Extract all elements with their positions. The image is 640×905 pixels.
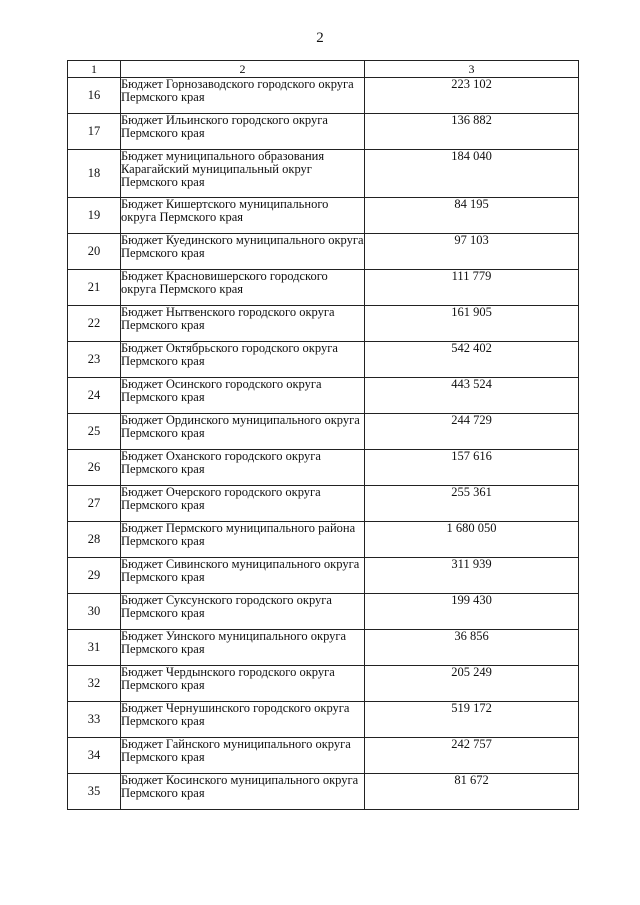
table-row: [68, 78, 579, 114]
budget-name: Бюджет Оханского городского округа Пермского края: [121, 450, 365, 486]
row-number: 18: [68, 150, 121, 198]
budget-name: Бюджет Красновишерского городского округа Пермского края: [121, 270, 365, 306]
page-number: 2: [316, 30, 324, 46]
budget-amount: 443 524: [365, 378, 579, 414]
budget-name: Бюджет Косинского муниципального округа Пермского края: [121, 774, 365, 810]
table-row: [68, 306, 579, 342]
budget-amount: 81 672: [365, 774, 579, 810]
budget-name: Бюджет Кишертского муниципального округа Пермского края: [121, 198, 365, 234]
table-row: [68, 198, 579, 234]
budget-name: Бюджет Уинского муниципального округа Пермского края: [121, 630, 365, 666]
table-header-row: [68, 61, 579, 78]
row-number: 28: [68, 522, 121, 558]
table-row: [68, 558, 579, 594]
table-row: [68, 342, 579, 378]
budget-amount: 242 757: [365, 738, 579, 774]
budget-name: Бюджет Ильинского городского округа Пермского края: [121, 114, 365, 150]
budget-name: Бюджет Чернушинского городского округа Пермского края: [121, 702, 365, 738]
budget-name: Бюджет муниципального образования Карагайский муниципальный округ Пермского края: [121, 150, 365, 198]
row-number: 23: [68, 342, 121, 378]
column-header-1: 1: [68, 61, 121, 78]
table-row: [68, 594, 579, 630]
budget-name: Бюджет Куединского муниципального округа Пермского края: [121, 234, 365, 270]
budget-table: [67, 60, 579, 810]
budget-name: Бюджет Чердынского городского округа Пермского края: [121, 666, 365, 702]
table-row: [68, 414, 579, 450]
row-number: 26: [68, 450, 121, 486]
table-row: [68, 630, 579, 666]
row-number: 21: [68, 270, 121, 306]
budget-name: Бюджет Горнозаводского городского округа Пермского края: [121, 78, 365, 114]
budget-name: Бюджет Осинского городского округа Пермского края: [121, 378, 365, 414]
budget-amount: 199 430: [365, 594, 579, 630]
row-number: 19: [68, 198, 121, 234]
budget-name: Бюджет Октябрьского городского округа Пермского края: [121, 342, 365, 378]
row-number: 35: [68, 774, 121, 810]
budget-amount: 205 249: [365, 666, 579, 702]
table-row: [68, 738, 579, 774]
row-number: 16: [68, 78, 121, 114]
budget-name: Бюджет Ординского муниципального округа Пермского края: [121, 414, 365, 450]
budget-amount: 542 402: [365, 342, 579, 378]
table-row: [68, 450, 579, 486]
budget-amount: 161 905: [365, 306, 579, 342]
budget-name: Бюджет Очерского городского округа Пермского края: [121, 486, 365, 522]
column-header-2: 2: [121, 61, 365, 78]
budget-amount: 184 040: [365, 150, 579, 198]
budget-amount: 84 195: [365, 198, 579, 234]
row-number: 32: [68, 666, 121, 702]
row-number: 24: [68, 378, 121, 414]
row-number: 31: [68, 630, 121, 666]
budget-amount: 136 882: [365, 114, 579, 150]
budget-amount: 244 729: [365, 414, 579, 450]
table-row: [68, 486, 579, 522]
row-number: 27: [68, 486, 121, 522]
table-row: [68, 234, 579, 270]
budget-amount: 97 103: [365, 234, 579, 270]
budget-amount: 111 779: [365, 270, 579, 306]
table-row: [68, 702, 579, 738]
budget-amount: 223 102: [365, 78, 579, 114]
table-row: [68, 114, 579, 150]
budget-amount: 311 939: [365, 558, 579, 594]
table-row: [68, 522, 579, 558]
budget-amount: 255 361: [365, 486, 579, 522]
row-number: 20: [68, 234, 121, 270]
row-number: 30: [68, 594, 121, 630]
budget-amount: 1 680 050: [365, 522, 579, 558]
budget-name: Бюджет Суксунского городского округа Пермского края: [121, 594, 365, 630]
row-number: 29: [68, 558, 121, 594]
budget-name: Бюджет Нытвенского городского округа Пермского края: [121, 306, 365, 342]
budget-amount: 519 172: [365, 702, 579, 738]
budget-name: Бюджет Сивинского муниципального округа Пермского края: [121, 558, 365, 594]
row-number: 33: [68, 702, 121, 738]
table-row: [68, 774, 579, 810]
budget-amount: 36 856: [365, 630, 579, 666]
table-row: [68, 150, 579, 198]
budget-name: Бюджет Пермского муниципального района Пермского края: [121, 522, 365, 558]
row-number: 34: [68, 738, 121, 774]
column-header-3: 3: [365, 61, 579, 78]
row-number: 22: [68, 306, 121, 342]
budget-name: Бюджет Гайнского муниципального округа Пермского края: [121, 738, 365, 774]
table-row: [68, 666, 579, 702]
table-row: [68, 270, 579, 306]
table-row: [68, 378, 579, 414]
budget-amount: 157 616: [365, 450, 579, 486]
row-number: 25: [68, 414, 121, 450]
row-number: 17: [68, 114, 121, 150]
